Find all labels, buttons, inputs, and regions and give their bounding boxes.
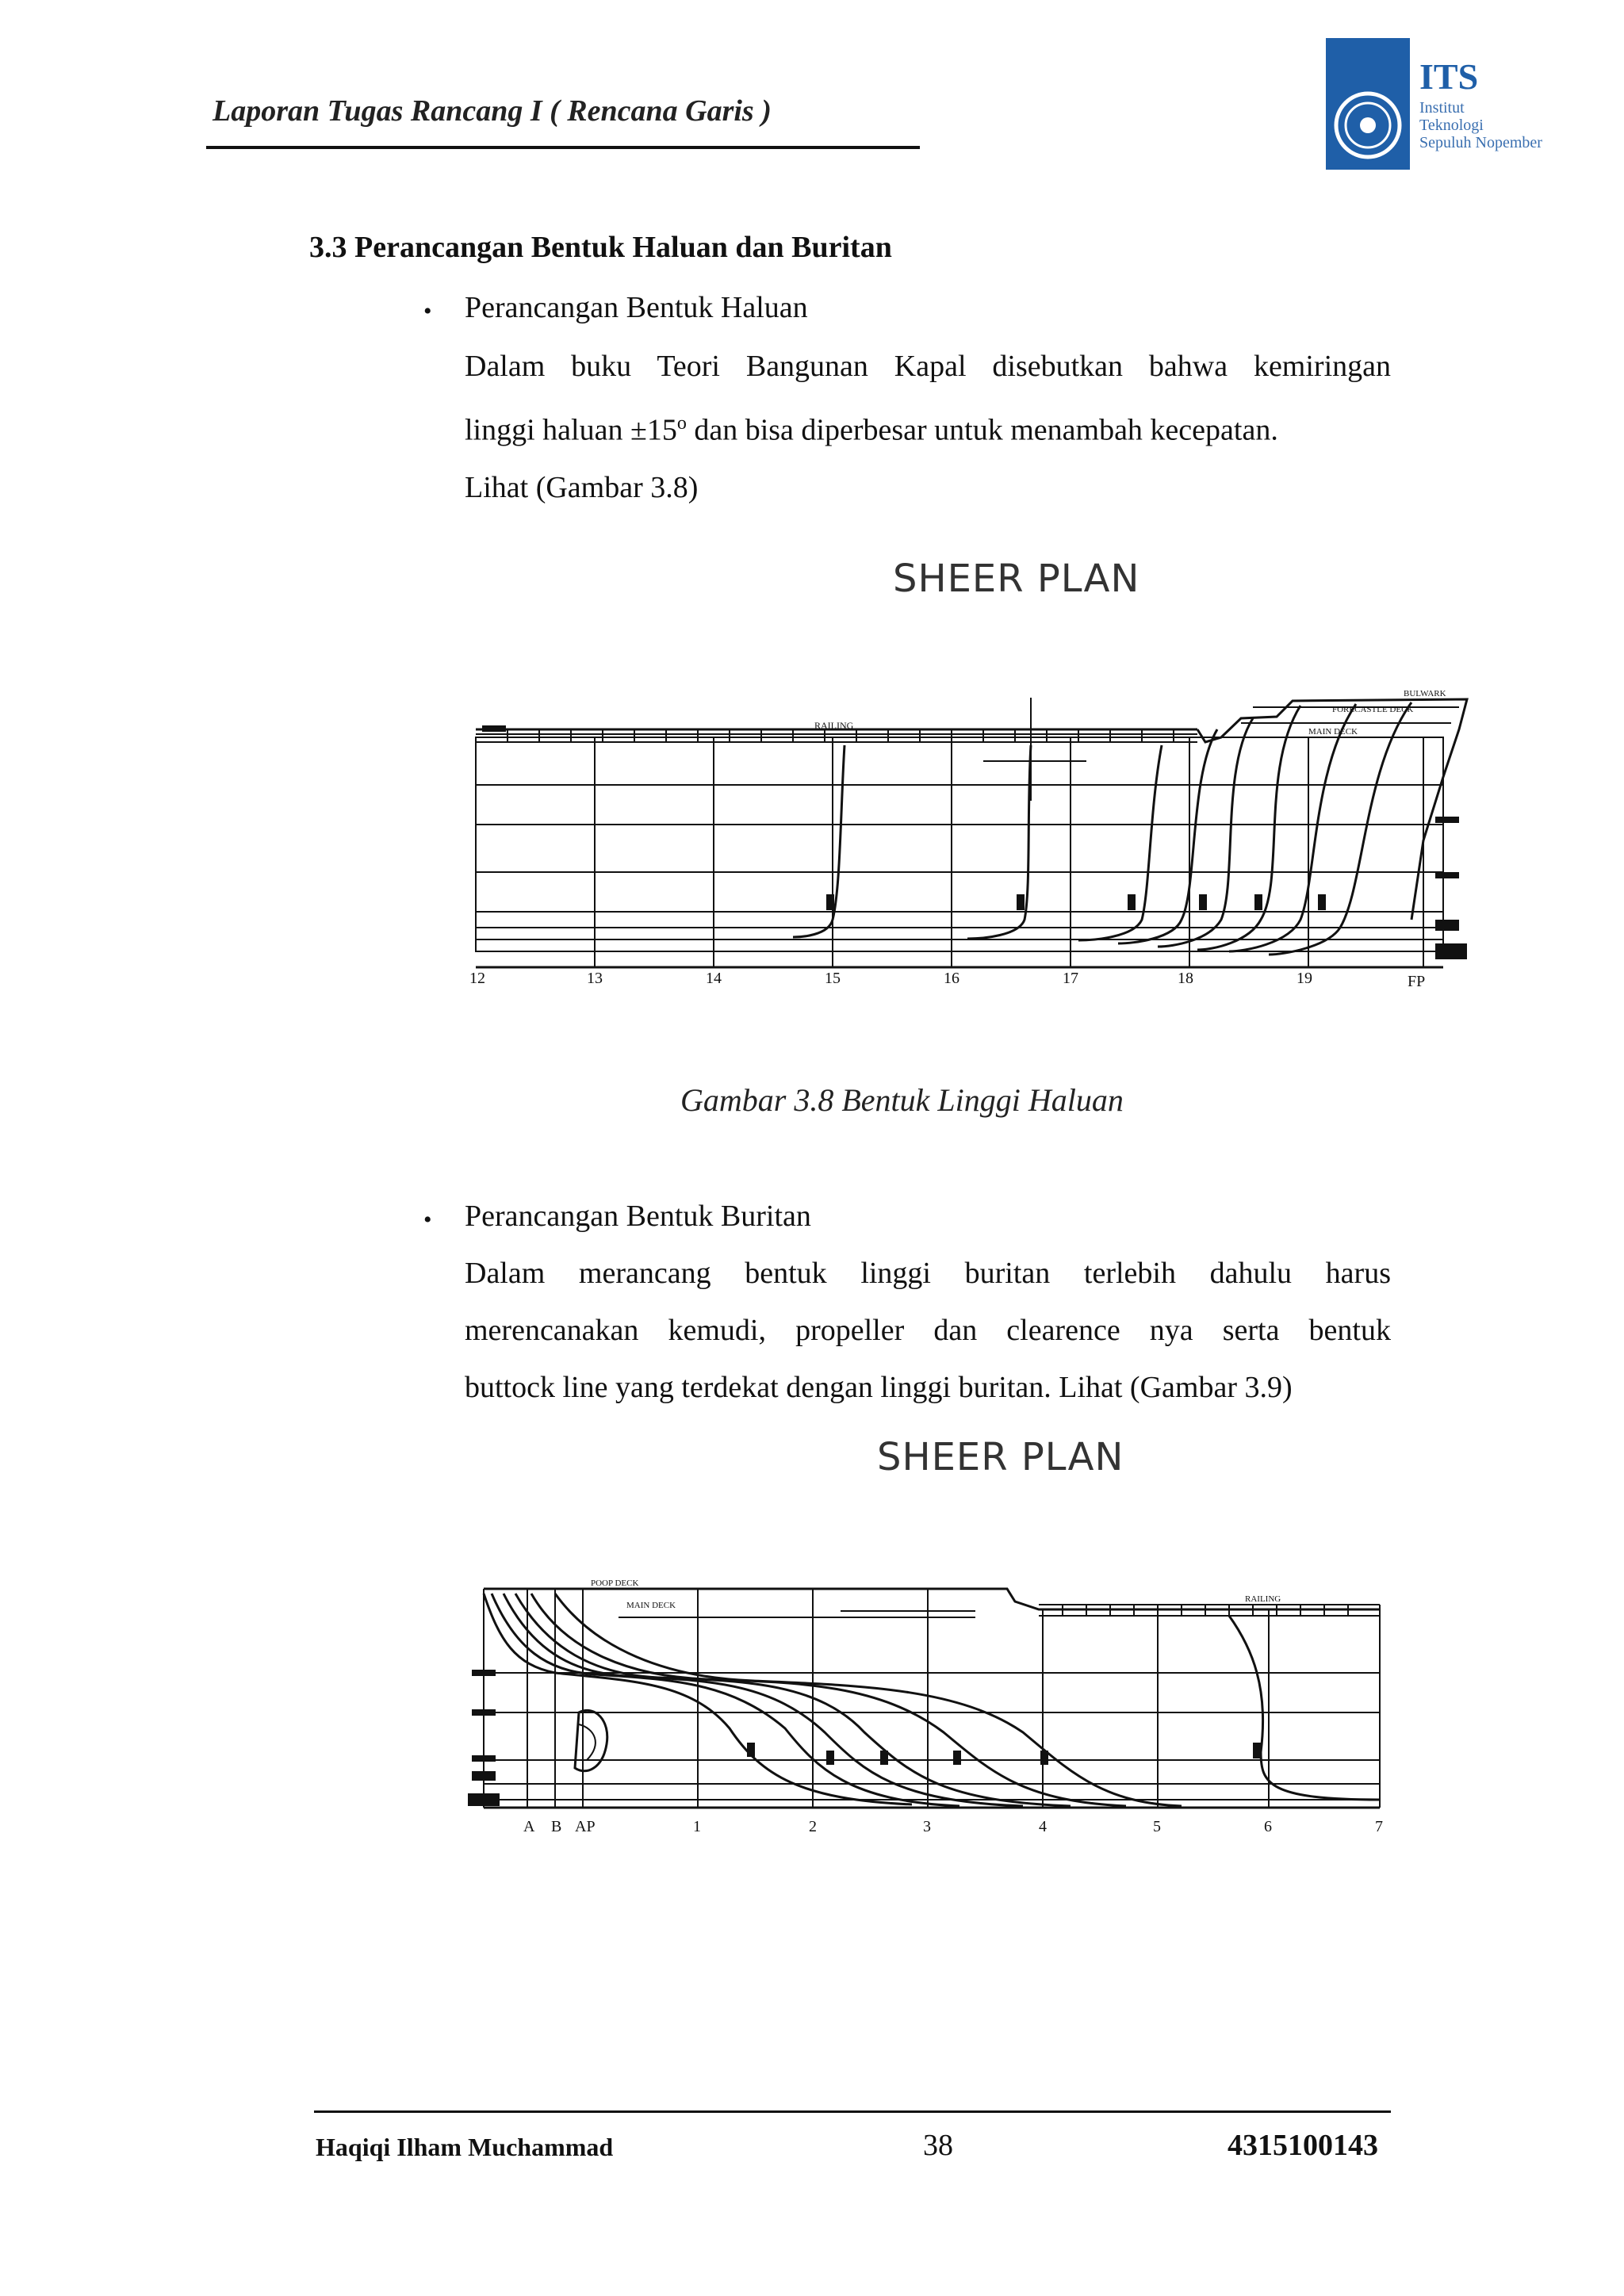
label-main-deck: MAIN DECK: [1308, 727, 1358, 737]
bullet-dot: •: [423, 298, 432, 324]
its-logo: [1324, 36, 1554, 171]
header-title: Laporan Tugas Rancang I ( Rencana Garis ): [213, 94, 772, 128]
figure1-sheer-plan: [460, 682, 1483, 991]
station-label: 13: [587, 970, 603, 987]
station-label: 2: [809, 1818, 817, 1835]
station-label: 1: [693, 1818, 701, 1835]
station-label: 5: [1153, 1818, 1161, 1835]
station-label: 7: [1375, 1818, 1383, 1835]
station-label: 19: [1297, 970, 1312, 987]
footer-student-id: 4315100143: [1228, 2129, 1378, 2162]
label-main-deck: MAIN DECK: [626, 1601, 676, 1610]
station-label: 14: [706, 970, 722, 987]
station-label: B: [551, 1818, 562, 1835]
para-line: Lihat (Gambar 3.8): [465, 470, 699, 504]
section-heading: 3.3 Perancangan Bentuk Haluan dan Buritan: [309, 231, 892, 264]
figure1-caption: Gambar 3.8 Bentuk Linggi Haluan: [680, 1082, 1124, 1118]
paragraph-buritan: [465, 1245, 1391, 1416]
bullet-dot: •: [423, 1207, 432, 1233]
logo-line-2: Teknologi: [1419, 117, 1484, 134]
footer-author: Haqiqi Ilham Muchammad: [316, 2133, 614, 2161]
para-line: Dalam buku Teori Bangunan Kapal disebutkan bahwa kemiringan: [465, 350, 1391, 383]
station-label: 18: [1178, 970, 1193, 987]
para-line: merencanakan kemudi, propeller dan clearence nya serta bentuk: [465, 1314, 1391, 1347]
figure2-title: SHEER PLAN: [877, 1435, 1124, 1479]
page-number: 38: [923, 2129, 953, 2162]
degree-sup: o: [676, 413, 687, 434]
station-label: 15: [825, 970, 841, 987]
logo-its-text: ITS: [1419, 56, 1479, 97]
station-label: 17: [1063, 970, 1078, 987]
header-rule: [206, 146, 920, 149]
bullet-buritan: Perancangan Bentuk Buritan: [465, 1200, 811, 1233]
station-label: 6: [1264, 1818, 1272, 1835]
figure2-sheer-plan: [468, 1570, 1483, 1855]
figure1-title: SHEER PLAN: [893, 557, 1140, 601]
label-poop-deck: POOP DECK: [591, 1578, 639, 1588]
station-label: FP: [1408, 973, 1426, 990]
para-line: Dalam merancang bentuk linggi buritan terlebih dahulu harus: [465, 1257, 1391, 1290]
footer-rule: [314, 2110, 1391, 2113]
bullet-haluan: Perancangan Bentuk Haluan: [465, 291, 808, 324]
station-label: 4: [1039, 1818, 1047, 1835]
para-line: buttock line yang terdekat dengan linggi buritan. Lihat (Gambar 3.9): [465, 1371, 1293, 1404]
station-label: 3: [923, 1818, 931, 1835]
station-label: AP: [575, 1818, 596, 1835]
label-railing: RAILING: [814, 720, 854, 731]
para-line: [465, 395, 1391, 459]
logo-line-1: Institut: [1419, 99, 1465, 117]
para-line-head: linggi haluan ±15: [465, 413, 677, 447]
station-label: 12: [469, 970, 485, 987]
station-label: A: [523, 1818, 535, 1835]
label-bulwark: BULWARK: [1404, 689, 1446, 698]
logo-line-3: Sepuluh Nopember: [1419, 134, 1542, 151]
para-line-tail: dan bisa diperbesar untuk menambah kecepatan.: [686, 413, 1278, 447]
station-label: 16: [944, 970, 959, 987]
paragraph-haluan: [465, 338, 1391, 516]
label-forecastle: FORECASTLE DECK: [1332, 705, 1414, 714]
label-railing: RAILING: [1245, 1594, 1281, 1604]
